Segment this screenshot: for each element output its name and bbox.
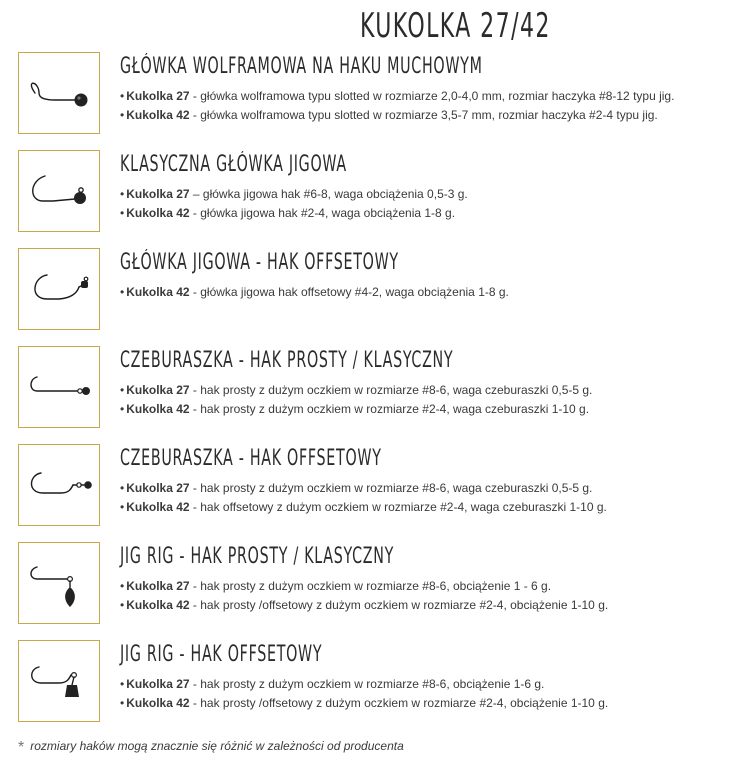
rig-title: GŁÓWKA WOLFRAMOWA NA HAKU MUCHOWYM xyxy=(120,54,483,79)
rig-thumbnail xyxy=(18,52,100,134)
rig-thumbnail xyxy=(18,346,100,428)
rig-title: KLASYCZNA GŁÓWKA JIGOWA xyxy=(120,152,347,177)
cheburashka-straight-hook-icon xyxy=(19,347,99,427)
bullet-icon: • xyxy=(120,677,125,691)
rig-thumbnail xyxy=(18,640,100,722)
spec-line xyxy=(120,577,740,596)
spec-line xyxy=(120,498,740,517)
model-name: Kukolka 27 xyxy=(126,383,190,397)
spec-text: - główka jigowa hak #2-4, waga obciążenia 1-8 g. xyxy=(189,206,456,220)
bullet-icon: • xyxy=(120,481,125,495)
page-title: KUKOLKA 27/42 xyxy=(360,6,551,46)
bullet-icon: • xyxy=(120,579,125,593)
spec-text: - hak prosty /offsetowy z dużym oczkiem w rozmiarze #2-4, obciążenie 1-10 g. xyxy=(189,696,609,710)
rig-thumbnail xyxy=(18,542,100,624)
rig-title: JIG RIG - HAK PROSTY / KLASYCZNY xyxy=(120,544,395,569)
model-name: Kukolka 27 xyxy=(126,677,190,691)
rig-spec-list xyxy=(120,283,740,302)
spec-text: - główka wolframowa typu slotted w rozmiarze 3,5-7 mm, rozmiar haczyka #2-4 typu jig. xyxy=(189,108,658,122)
spec-line xyxy=(120,596,740,615)
spec-text: – główka jigowa hak #6-8, waga obciążenia 0,5-3 g. xyxy=(189,187,468,201)
spec-line xyxy=(120,675,740,694)
spec-text: - główka wolframowa typu slotted w rozmiarze 2,0-4,0 mm, rozmiar haczyka #8-12 typu jig. xyxy=(189,89,675,103)
spec-text: - hak offsetowy z dużym oczkiem w rozmiarze #2-4, waga czeburaszki 1-10 g. xyxy=(189,500,607,514)
spec-line xyxy=(120,204,740,223)
rig-item xyxy=(18,444,738,528)
rig-spec-list xyxy=(120,185,740,223)
cheburashka-offset-hook-icon xyxy=(19,445,99,525)
rig-thumbnail xyxy=(18,248,100,330)
model-name: Kukolka 27 xyxy=(126,187,190,201)
model-name: Kukolka 42 xyxy=(126,402,190,416)
bullet-icon: • xyxy=(120,108,125,122)
spec-line xyxy=(120,87,740,106)
bullet-icon: • xyxy=(120,285,125,299)
spec-line xyxy=(120,283,740,302)
bullet-icon: • xyxy=(120,402,125,416)
rig-title: GŁÓWKA JIGOWA - HAK OFFSETOWY xyxy=(120,250,399,275)
bullet-icon: • xyxy=(120,696,125,710)
rig-item xyxy=(18,52,738,136)
spec-text: - hak prosty z dużym oczkiem w rozmiarze #8-6, waga czeburaszki 0,5-5 g. xyxy=(189,383,593,397)
asterisk-icon: * xyxy=(18,739,25,756)
rig-thumbnail xyxy=(18,444,100,526)
spec-line xyxy=(120,106,740,125)
model-name: Kukolka 27 xyxy=(126,89,190,103)
spec-text: - hak prosty z dużym oczkiem w rozmiarze #8-6, obciążenie 1-6 g. xyxy=(189,677,545,691)
bullet-icon: • xyxy=(120,187,125,201)
bullet-icon: • xyxy=(120,500,125,514)
rig-spec-list xyxy=(120,87,740,125)
rig-item xyxy=(18,248,738,332)
spec-text: - główka jigowa hak offsetowy #4-2, waga obciążenia 1-8 g. xyxy=(189,285,509,299)
bullet-icon: • xyxy=(120,206,125,220)
rig-item xyxy=(18,542,738,626)
spec-line xyxy=(120,694,740,713)
spec-line xyxy=(120,479,740,498)
rig-title: JIG RIG - HAK OFFSETOWY xyxy=(120,642,323,667)
bullet-icon: • xyxy=(120,598,125,612)
spec-line xyxy=(120,400,740,419)
rig-title: CZEBURASZKA - HAK OFFSETOWY xyxy=(120,446,382,471)
tungsten-head-fly-hook-icon xyxy=(19,53,99,133)
model-name: Kukolka 42 xyxy=(126,500,190,514)
spec-text: - hak prosty z dużym oczkiem w rozmiarze #8-6, obciążenie 1 - 6 g. xyxy=(189,579,552,593)
rig-item xyxy=(18,640,738,724)
classic-jig-head-icon xyxy=(19,151,99,231)
spec-text: - hak prosty z dużym oczkiem w rozmiarze #2-4, waga czeburaszki 1-10 g. xyxy=(189,402,590,416)
bullet-icon: • xyxy=(120,89,125,103)
rig-title: CZEBURASZKA - HAK PROSTY / KLASYCZNY xyxy=(120,348,454,373)
bullet-icon: • xyxy=(120,383,125,397)
spec-text: - hak prosty z dużym oczkiem w rozmiarze #8-6, waga czeburaszki 0,5-5 g. xyxy=(189,481,593,495)
rig-thumbnail xyxy=(18,150,100,232)
jig-rig-straight-hook-icon xyxy=(19,543,99,623)
footnote-text: rozmiary haków mogą znacznie się różnić w zależności od producenta xyxy=(30,739,404,753)
rig-spec-list xyxy=(120,675,740,713)
rig-spec-list xyxy=(120,577,740,615)
model-name: Kukolka 27 xyxy=(126,481,190,495)
model-name: Kukolka 42 xyxy=(126,206,190,220)
spec-text: - hak prosty /offsetowy z dużym oczkiem w rozmiarze #2-4, obciążenie 1-10 g. xyxy=(189,598,609,612)
spec-line xyxy=(120,381,740,400)
rig-item xyxy=(18,150,738,234)
offset-jig-head-icon xyxy=(19,249,99,329)
jig-rig-offset-hook-icon xyxy=(19,641,99,721)
spec-line xyxy=(120,185,740,204)
model-name: Kukolka 42 xyxy=(126,285,190,299)
rig-item xyxy=(18,346,738,430)
rig-spec-list xyxy=(120,381,740,419)
model-name: Kukolka 42 xyxy=(126,696,190,710)
footnote xyxy=(18,739,404,757)
model-name: Kukolka 42 xyxy=(126,598,190,612)
model-name: Kukolka 42 xyxy=(126,108,190,122)
rig-spec-list xyxy=(120,479,740,517)
model-name: Kukolka 27 xyxy=(126,579,190,593)
